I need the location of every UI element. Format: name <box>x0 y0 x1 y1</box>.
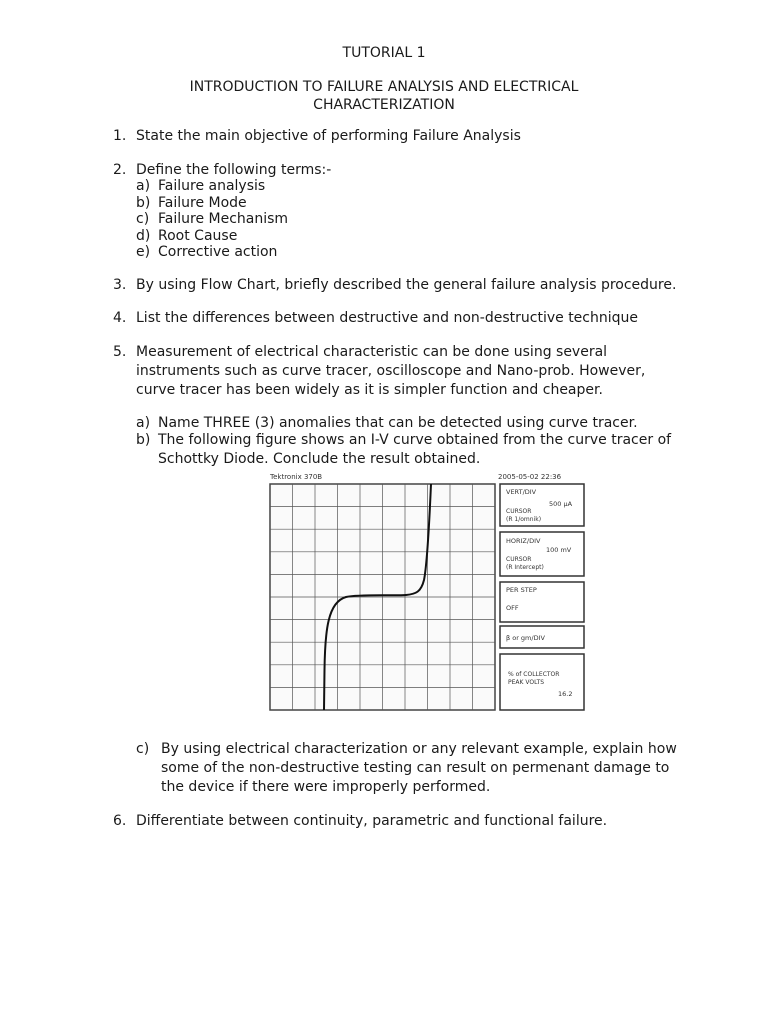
question-text: State the main objective of performing Failure Analysis <box>136 128 521 144</box>
subtitle-line-1: INTRODUCTION TO FAILURE ANALYSIS AND ELECTRICAL <box>189 79 579 95</box>
page-title: TUTORIAL 1 <box>342 45 426 61</box>
question-text: Measurement of electrical characteristic can be done using several <box>136 344 608 360</box>
question-number: 4. <box>113 310 127 326</box>
list-item: By using electrical characterization or any relevant example, explain how <box>161 741 677 757</box>
list-item-label: d) <box>136 228 151 244</box>
question-text: Differentiate between continuity, parametric and functional failure. <box>136 813 608 829</box>
scope-header-left: Tektronix 370B <box>270 473 323 481</box>
peak-volts-value: 16.2 <box>558 690 573 698</box>
iv-curve-figure <box>266 470 591 715</box>
list-item: Failure Mechanism <box>158 211 289 227</box>
question-text: List the differences between destructive and non-destructive technique <box>136 310 638 326</box>
vert-cursor-sub: (R 1/omnik) <box>506 516 542 523</box>
list-item: Schottky Diode. Conclude the result obtained. <box>158 451 481 467</box>
horiz-cursor-label: CURSOR <box>506 556 532 563</box>
list-item: Corrective action <box>158 244 278 260</box>
list-item-label: e) <box>136 244 151 260</box>
list-item: the device if there were improperly performed. <box>161 779 491 795</box>
list-item-label: a) <box>136 415 151 431</box>
per-step-label: PER STEP <box>506 586 537 594</box>
horiz-div-value: 100 mV <box>546 546 572 554</box>
vert-cursor-label: CURSOR <box>506 508 532 515</box>
list-item: some of the non-destructive testing can result on permenant damage to <box>161 760 670 776</box>
question-text: curve tracer has been widely as it is simpler function and cheaper. <box>136 382 603 398</box>
list-item: Name THREE (3) anomalies that can be detected using curve tracer. <box>158 415 638 431</box>
list-item-label: b) <box>136 432 151 448</box>
horiz-cursor-sub: (R Intercept) <box>506 564 544 571</box>
vert-div-label: VERT/DIV <box>506 488 537 496</box>
horiz-div-label: HORIZ/DIV <box>506 537 541 545</box>
list-item: Failure Mode <box>158 195 247 211</box>
beta-label: β or gm/DIV <box>506 634 545 642</box>
peak-volts-label-2: PEAK VOLTS <box>508 679 545 686</box>
question-number: 2. <box>113 162 127 178</box>
question-text: Define the following terms:- <box>136 162 332 178</box>
question-number: 1. <box>113 128 127 144</box>
list-item: Root Cause <box>158 228 238 244</box>
question-number: 6. <box>113 813 127 829</box>
question-text: instruments such as curve tracer, oscilloscope and Nano-prob. However, <box>136 363 646 379</box>
per-step-value: OFF <box>506 604 519 612</box>
vert-div-value: 500 µA <box>549 500 573 508</box>
page-subtitle <box>0 78 768 114</box>
list-item-label: c) <box>136 741 150 757</box>
subtitle-line-2: CHARACTERIZATION <box>313 97 455 113</box>
list-item: Failure analysis <box>158 178 266 194</box>
scope-readout-panels <box>500 484 584 710</box>
peak-volts-label-1: % of COLLECTOR <box>508 671 560 678</box>
list-item-label: c) <box>136 211 150 227</box>
list-item-label: b) <box>136 195 151 211</box>
scope-header-right: 2005-05-02 22:36 <box>498 473 562 481</box>
question-number: 3. <box>113 277 127 293</box>
list-item-label: a) <box>136 178 151 194</box>
question-text: By using Flow Chart, briefly described the general failure analysis procedure. <box>136 277 677 293</box>
question-number: 5. <box>113 344 127 360</box>
list-item: The following figure shows an I-V curve obtained from the curve tracer of <box>158 432 672 448</box>
